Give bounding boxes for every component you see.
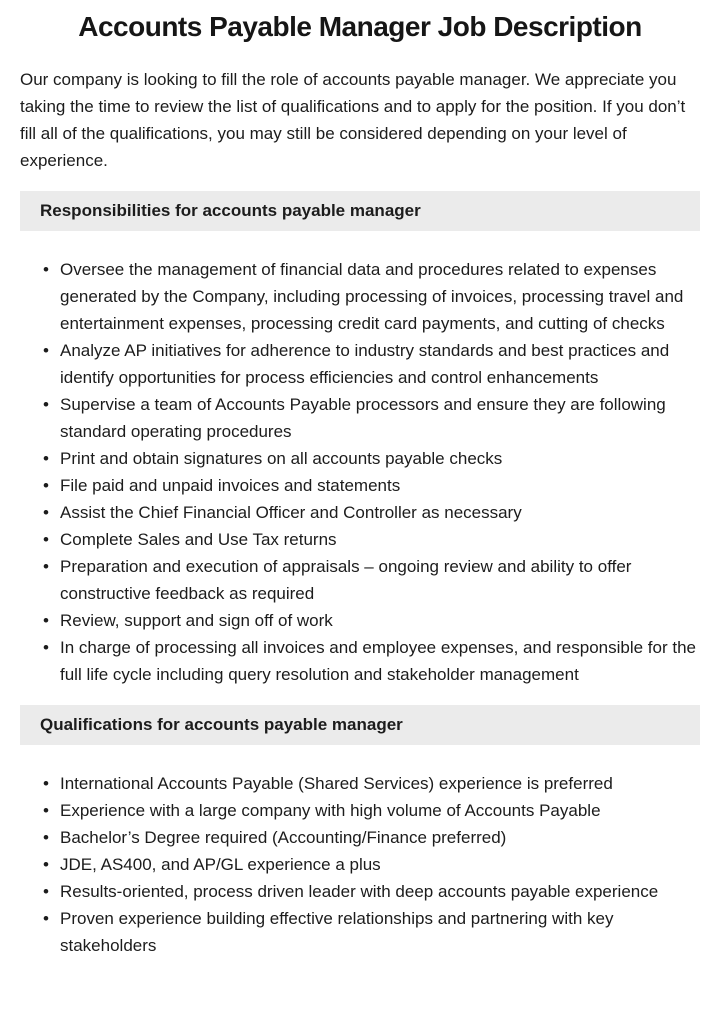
responsibilities-list <box>20 256 700 688</box>
list-item: • Results-oriented, process driven leader with deep accounts payable experience <box>20 878 700 905</box>
list-item: • Assist the Chief Financial Officer and Controller as necessary <box>20 499 700 526</box>
list-item: • Preparation and execution of appraisals – ongoing review and ability to offer constructive feedback as required <box>20 553 700 607</box>
qualifications-section <box>20 705 700 959</box>
list-item: • File paid and unpaid invoices and statements <box>20 472 700 499</box>
list-item: • Proven experience building effective relationships and partnering with key stakeholders <box>20 905 700 959</box>
list-item: • Complete Sales and Use Tax returns <box>20 526 700 553</box>
list-item: • Review, support and sign off of work <box>20 607 700 634</box>
qualifications-header: Qualifications for accounts payable manager <box>20 705 700 745</box>
list-item: • In charge of processing all invoices and employee expenses, and responsible for the full life cycle including query resolution and stakeholder management <box>20 634 700 688</box>
page-title: Accounts Payable Manager Job Description <box>78 11 642 42</box>
list-item: • Bachelor’s Degree required (Accounting/Finance preferred) <box>20 824 700 851</box>
list-item: • International Accounts Payable (Shared Services) experience is preferred <box>20 770 700 797</box>
responsibilities-section <box>20 191 700 688</box>
list-item: • Print and obtain signatures on all accounts payable checks <box>20 445 700 472</box>
list-item: • JDE, AS400, and AP/GL experience a plus <box>20 851 700 878</box>
intro-paragraph: Our company is looking to fill the role of accounts payable manager. We appreciate you taking the time to review the list of qualifications and to apply for the position. If you don’t fill all of the qualifications, you may still be considered depending on your level of experience. <box>20 70 686 170</box>
qualifications-list <box>20 770 700 959</box>
list-item: • Oversee the management of financial data and procedures related to expenses generated by the Company, including processing of invoices, processing travel and entertainment expenses, processing credit card payments, and cutting of checks <box>20 256 700 337</box>
list-item: • Analyze AP initiatives for adherence to industry standards and best practices and identify opportunities for process efficiencies and control enhancements <box>20 337 700 391</box>
list-item: • Experience with a large company with high volume of Accounts Payable <box>20 797 700 824</box>
list-item: • Supervise a team of Accounts Payable processors and ensure they are following standard operating procedures <box>20 391 700 445</box>
responsibilities-header: Responsibilities for accounts payable manager <box>20 191 700 231</box>
